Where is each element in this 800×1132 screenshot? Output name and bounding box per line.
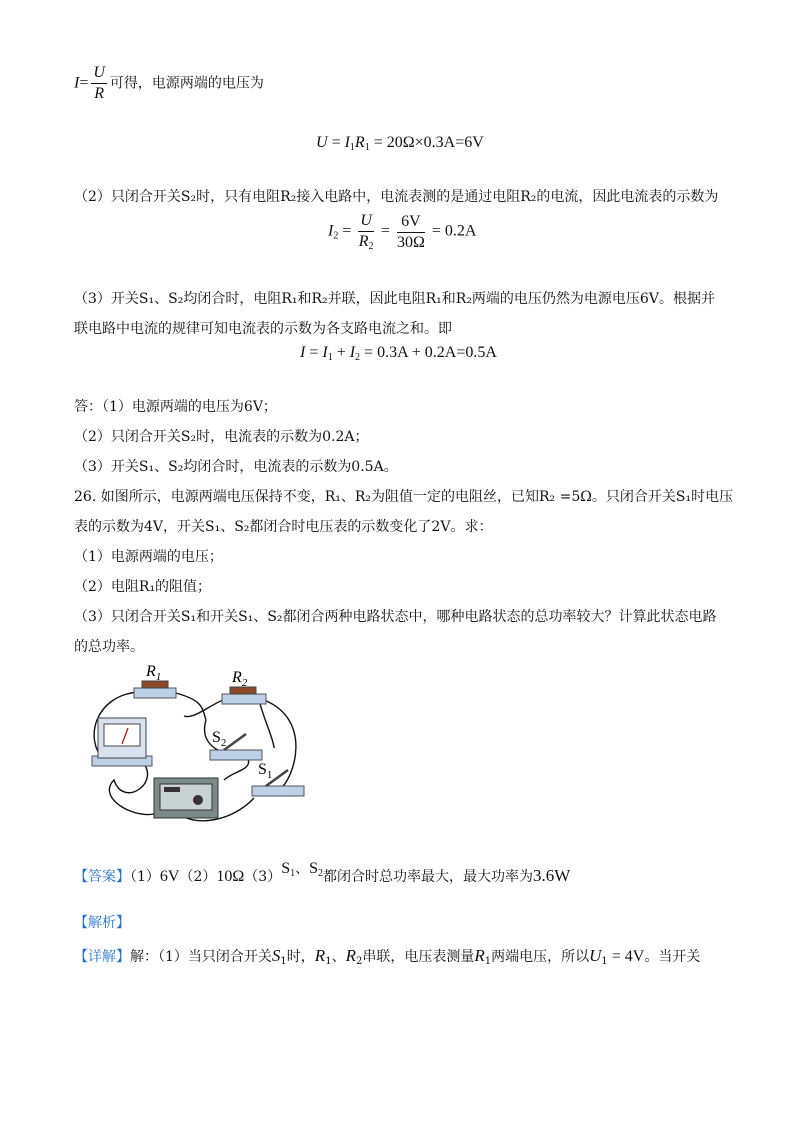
label-R1: $R_1$ <box>146 663 162 683</box>
fraction-U-R2 <box>358 212 374 252</box>
var-R2: R <box>345 946 356 965</box>
question-26-sub-3a: （3）只闭合开关S₁和开关S₁、S₂都闭合两种电路状态中，哪种电路状态的总功率较大？计算此状态电路 <box>74 609 717 625</box>
var-R1: R <box>354 134 365 151</box>
detail-text: 串联，电压表测量 <box>362 949 475 965</box>
subscript: 2 <box>355 956 363 967</box>
var-U1: U <box>589 946 602 965</box>
resistor-R2-base <box>222 694 266 704</box>
numerator: U <box>91 64 107 84</box>
var-I2: I <box>349 344 356 361</box>
answer-value-1: 6V <box>159 868 180 885</box>
var-I2: I <box>328 222 334 240</box>
equals: = <box>79 74 89 92</box>
var-I1: I <box>322 344 328 361</box>
equation-current-2: $I_2$ = $\frac{U}{R_2}$ = $\frac{6V}{30\Omega}$ = 0.2A <box>328 212 477 252</box>
subscript: 1 <box>325 956 332 967</box>
question-26-line-1: 26. 如图所示，电源两端电压保持不变，R₁、R₂为阻值一定的电阻丝，已知R₂ =5Ω。只闭合开关S₁时电压 <box>74 489 734 505</box>
circuit-figure <box>84 660 314 830</box>
denominator: R <box>94 85 105 102</box>
numerator: U <box>358 212 374 232</box>
answer-line <box>74 860 571 887</box>
denominator: 30Ω <box>396 233 425 251</box>
fraction-values <box>397 213 425 252</box>
equation-voltage <box>316 134 484 153</box>
equation-rest: = 20Ω×0.3A=6V <box>369 134 484 151</box>
equals: = <box>327 134 345 151</box>
plus: + <box>332 344 350 361</box>
detail-line <box>74 946 700 967</box>
equation-rest: = 0.3A + 0.2A=0.5A <box>360 344 497 361</box>
label-S2: $S_2$ <box>212 729 227 749</box>
answer-line-3: （3）开关S₁、S₂均闭合时，电流表的示数为0.5A。 <box>74 459 398 475</box>
denominator: R <box>358 233 369 250</box>
answer-tail: 都闭合时总功率最大，最大功率为 <box>323 869 534 885</box>
subscript: 2 <box>355 352 361 363</box>
answer-value-2: 10Ω <box>216 868 245 885</box>
formula-line-ohm <box>74 64 264 103</box>
detail-text: 。当开关 <box>644 949 701 965</box>
equation-rest: = 4V <box>607 948 645 965</box>
answer-part-1: （1） <box>130 869 160 885</box>
switch-S2-lever <box>224 734 246 750</box>
detail-tag: 【详解】 <box>74 949 130 965</box>
fraction-U-R <box>91 64 107 103</box>
answer-part-3: （3） <box>244 869 282 885</box>
question-26-line-2: 表的示数为4V，开关S₁、S₂都闭合时电压表的示数变化了2V。求： <box>74 519 493 535</box>
equation-rest: = 0.2A <box>427 222 477 240</box>
equals: = <box>305 344 323 361</box>
var-R1: R <box>314 946 326 965</box>
wire <box>259 700 274 748</box>
var-I: I <box>300 344 306 361</box>
var-I: I <box>74 74 80 92</box>
equation-current-total <box>300 344 497 363</box>
power-supply-knob <box>193 795 203 805</box>
answer-tag: 【答案】 <box>74 869 130 885</box>
var-U: U <box>316 134 328 151</box>
question-26-sub-2: （2）电阻R₁的阻值； <box>74 579 212 595</box>
subscript: 1 <box>484 956 492 967</box>
separator: 、 <box>331 949 346 965</box>
paragraph-2: （2）只闭合开关S₂时，只有电阻R₂接入电路中，电流表测的是通过电阻R₂的电流，因此电流表的示数为 <box>74 189 719 205</box>
power-supply-display <box>164 787 180 792</box>
analysis-tag: 【解析】 <box>74 915 130 931</box>
question-26-sub-3b: 的总功率。 <box>74 639 144 655</box>
label-R2: $R_2$ <box>232 669 248 689</box>
paragraph-3b: 联电路中电流的规律可知电流表的示数为各支路电流之和。即 <box>74 321 452 337</box>
answer-switches: $S_1$、$S_2$ <box>281 860 324 879</box>
paragraph-3a: （3）开关S₁、S₂均闭合时，电阻R₁和R₂并联，因此电阻R₁和R₂两端的电压仍然为电源电压6V。根据并 <box>74 291 715 307</box>
answer-line-1: 答：（1）电源两端的电压为6V； <box>74 399 277 415</box>
subscript: 1 <box>364 142 370 153</box>
label-S1: $S_1$ <box>258 761 273 781</box>
detail-text: 解：（1）当只闭合开关 <box>130 949 272 965</box>
subscript: 1 <box>327 352 333 363</box>
equals: = <box>338 222 356 240</box>
switch-S1-base <box>252 786 304 796</box>
var-R1: R <box>474 946 485 965</box>
var-S1: S <box>271 946 281 965</box>
answer-line-2: （2）只闭合开关S₂时，电流表的示数为0.2A； <box>74 429 369 445</box>
question-26-sub-1: （1）电源两端的电压； <box>74 549 223 565</box>
detail-text: 时， <box>286 949 315 965</box>
answer-value-3: 3.6W <box>533 866 571 885</box>
numerator: 6V <box>397 213 425 233</box>
subscript: 2 <box>333 230 339 242</box>
resistor-R1-base <box>134 688 176 698</box>
subscript: 1 <box>280 956 287 967</box>
line-text: 可得，电源两端的电压为 <box>109 75 264 92</box>
switch-S2-base <box>210 750 262 760</box>
subscript: 1 <box>349 142 355 153</box>
subscript: 1 <box>601 956 608 967</box>
subscript: 2 <box>368 241 374 252</box>
var-I1: I <box>344 134 350 151</box>
detail-text: 两端电压，所以 <box>491 949 590 965</box>
answer-part-2: （2） <box>179 869 217 885</box>
